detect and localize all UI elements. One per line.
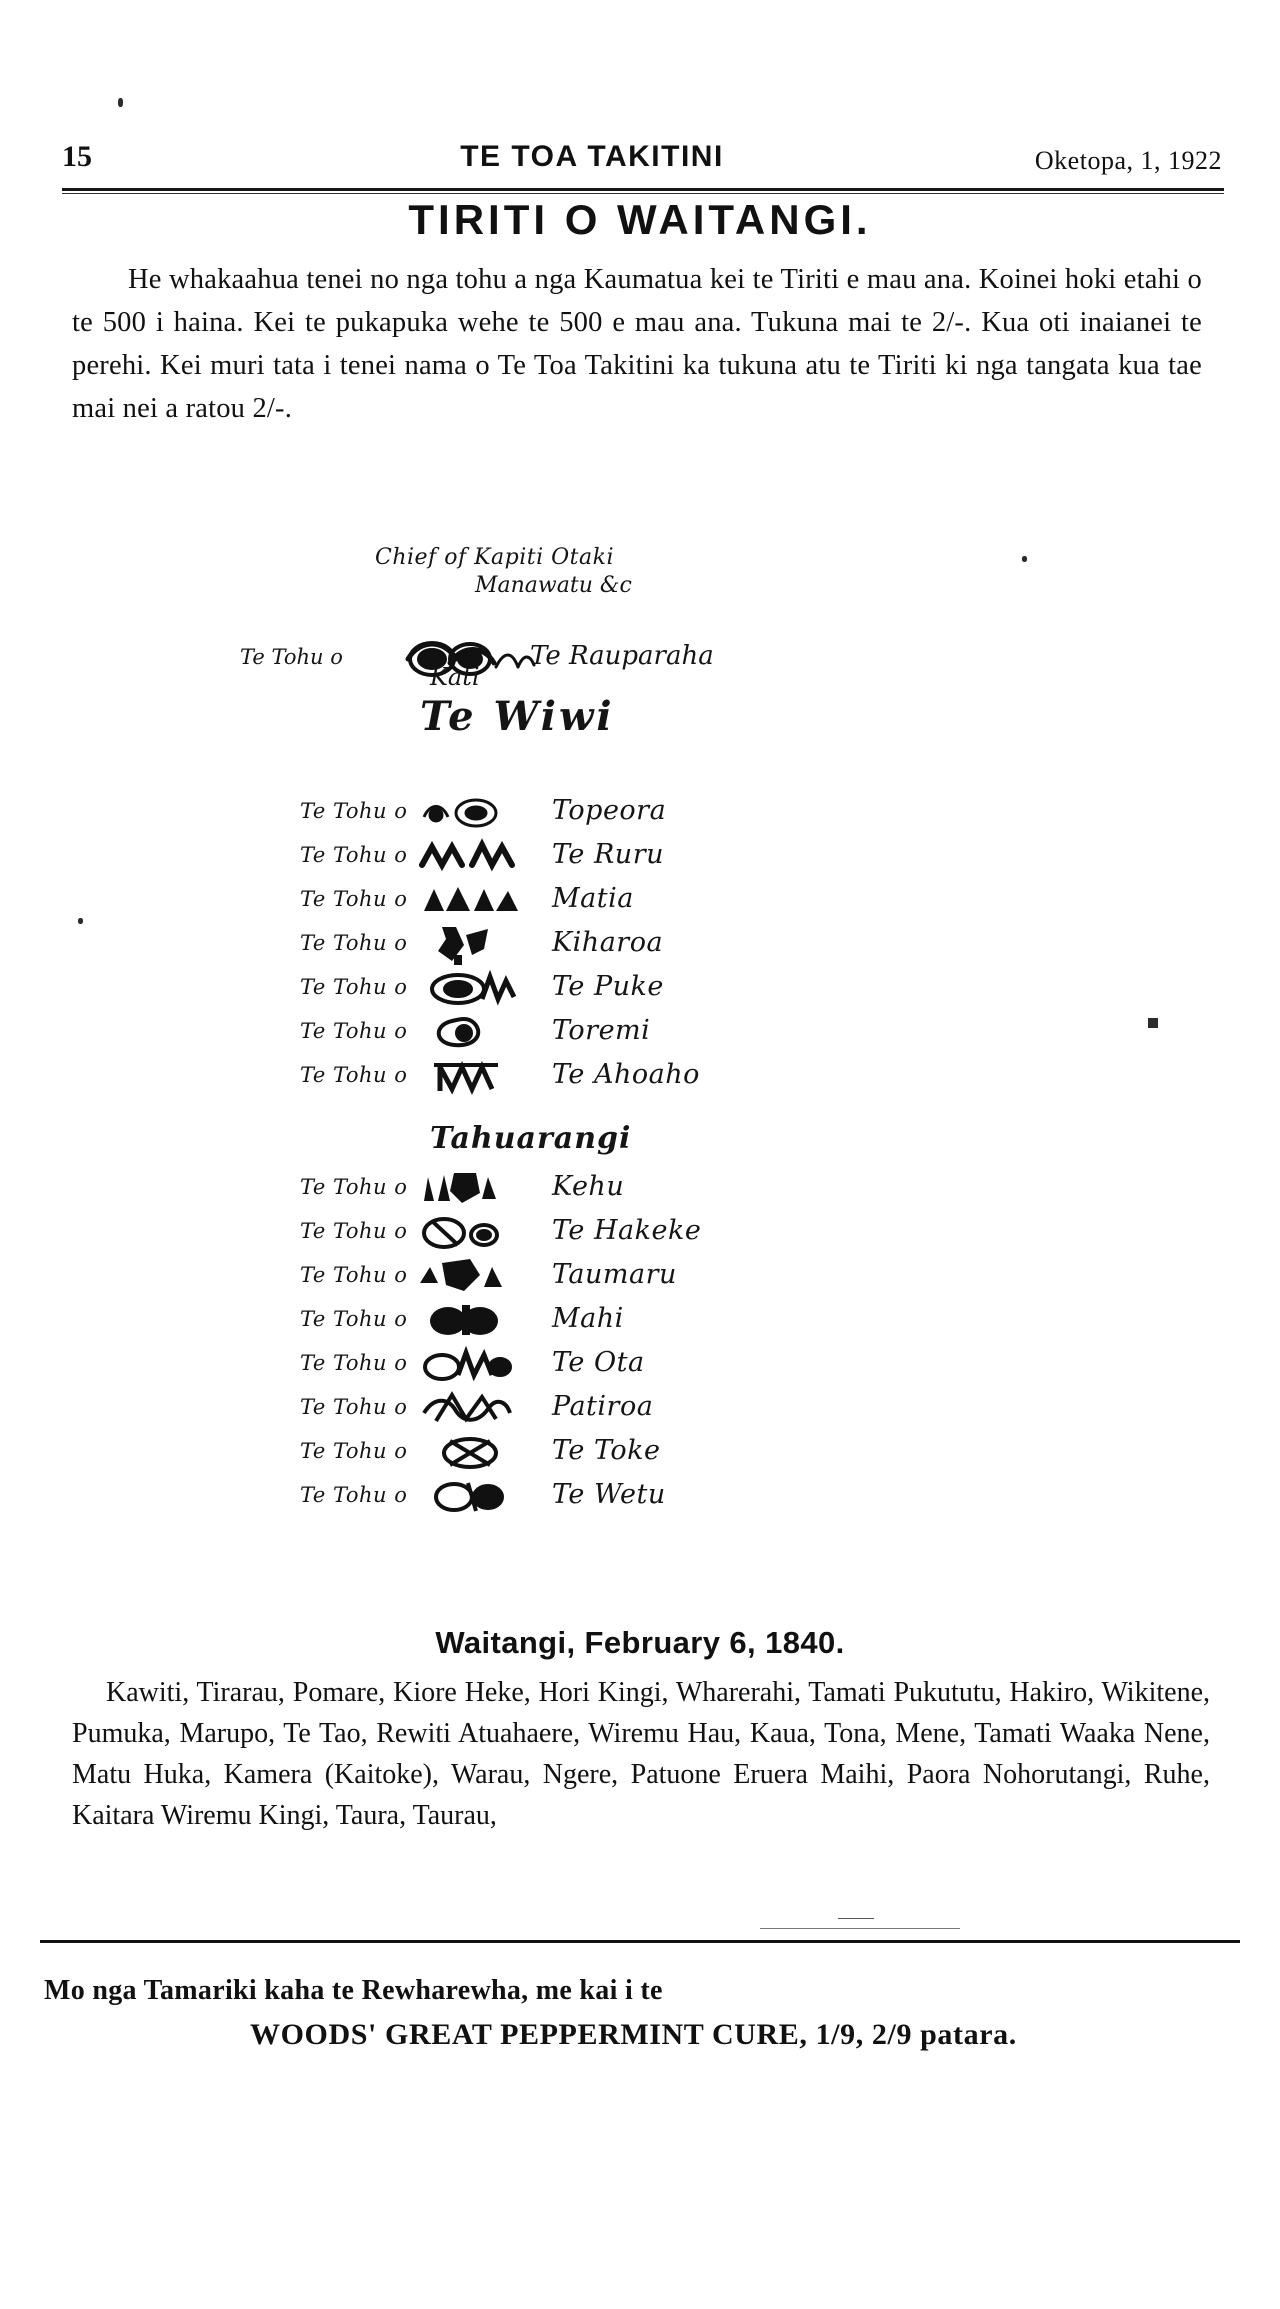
bottom-rule — [40, 1940, 1240, 1943]
signature-mark-icon — [418, 837, 540, 877]
masthead-rule — [62, 188, 1224, 191]
signatory-name: Te Rauparaha — [530, 641, 714, 671]
signatory-name: Te Hakeke — [552, 1215, 702, 1246]
tohu-label: Te Tohu o — [300, 1019, 408, 1043]
signature-mark-icon — [418, 1477, 540, 1517]
article-headline: TIRITI O WAITANGI. — [408, 196, 872, 243]
signature-row — [300, 969, 1000, 1013]
signature-row — [300, 1345, 1000, 1389]
signature-row — [300, 925, 1000, 969]
signature-mark-icon — [418, 1169, 540, 1209]
publication-title: TE TOA TAKITINI — [460, 140, 724, 173]
signature-row — [300, 1257, 1000, 1301]
signature-mark-icon — [418, 1057, 540, 1097]
signature-mark-icon — [418, 1433, 540, 1473]
tohu-label: Te Tohu o — [300, 1219, 408, 1243]
intro-paragraph — [72, 258, 1202, 430]
signatory-name: Toremi — [552, 1015, 651, 1046]
signature-heading-line3: Kati — [430, 663, 480, 691]
signature-mark-icon — [418, 1257, 540, 1297]
tohu-label: Te Tohu o — [300, 1483, 408, 1507]
print-speck — [1022, 556, 1027, 562]
signature-row — [300, 1213, 1000, 1257]
signatory-name: Kiharoa — [552, 927, 664, 958]
signature-row — [300, 1013, 1000, 1057]
signature-facsimile-block — [240, 545, 1000, 1615]
tohu-label: Te Tohu o — [240, 645, 343, 669]
print-speck — [1148, 1018, 1158, 1028]
signatory-name: Te Toke — [552, 1435, 661, 1466]
treaty-date-line: Waitangi, February 6, 1840. — [435, 1625, 845, 1660]
signature-row — [300, 1433, 1000, 1477]
tohu-label: Te Tohu o — [300, 1307, 408, 1331]
advert-product-name: WOODS' GREAT PEPPERMINT CURE, — [250, 2018, 808, 2051]
tohu-label: Te Tohu o — [300, 975, 408, 999]
tohu-label: Te Tohu o — [300, 1395, 408, 1419]
signatory-name: Te Ahoaho — [552, 1059, 700, 1090]
signature-mark-icon — [418, 969, 540, 1009]
signature-row — [300, 837, 1000, 881]
intro-text: He whakaahua tenei no nga tohu a nga Kaumatua kei te Tiriti e mau ana. Koinei hoki etahi o te 500 i haina. Kei te pukapuka wehe te 500 e mau ana. Tukuna mai te 2/-. Kua oti inaianei te perehi. Kei muri tata i tenei nama o Te Toa Takitini ka tukuna atu te Tiriti ki nga tangata kua tae mai nei a ratou 2/-. — [72, 264, 1202, 424]
bottom-rule-thin — [760, 1928, 960, 1929]
signature-row — [300, 1477, 1000, 1521]
signatories-paragraph — [72, 1672, 1210, 1836]
signatory-name: Topeora — [552, 795, 667, 826]
signatory-name: Taumaru — [552, 1259, 677, 1290]
bottom-rule-small — [838, 1918, 874, 1919]
signatory-name: Kehu — [552, 1171, 625, 1202]
tohu-label: Te Tohu o — [300, 1351, 408, 1375]
tohu-label: Te Tohu o — [300, 931, 408, 955]
signature-heading-line1: Chief of Kapiti Otaki — [375, 545, 614, 570]
signature-mark-icon — [418, 1301, 540, 1341]
signature-row — [300, 793, 1000, 837]
signatory-name: Mahi — [552, 1303, 624, 1334]
signature-row — [300, 881, 1000, 925]
tohu-label: Te Tohu o — [300, 1175, 408, 1199]
masthead — [62, 140, 1222, 186]
tohu-label: Te Tohu o — [300, 887, 408, 911]
signature-row — [300, 1389, 1000, 1433]
print-speck — [118, 98, 123, 107]
tohu-label: Te Tohu o — [300, 1439, 408, 1463]
signature-mark-icon — [418, 1213, 540, 1253]
advert-prices: 1/9, 2/9 patara. — [815, 2018, 1017, 2051]
signatories-text: Kawiti, Tirarau, Pomare, Kiore Heke, Hori Kingi, Wharerahi, Tamati Pukututu, Hakiro, Wikitene, Pumuka, Marupo, Te Tao, Rewiti Atuahaere, Wiremu Hau, Kaua, Tona, Mene, Tamati Waaka Nene, Matu Huka, Kamera (Kaitoke), Warau, Ngere, Patuone Eruera Maihi, Paora Nohorutangi, Ruhe, Kaitara Wiremu Kingi, Taura, Taurau, — [72, 1677, 1210, 1831]
tohu-label: Te Tohu o — [300, 799, 408, 823]
signature-mark-icon — [418, 793, 540, 833]
tohu-label: Te Tohu o — [300, 1063, 408, 1087]
tohu-label: Te Tohu o — [300, 843, 408, 867]
masthead-rule-thin — [62, 193, 1224, 194]
signature-mark-icon — [418, 925, 540, 965]
signature-heading-line2: Manawatu &c — [475, 573, 632, 598]
signature-row — [300, 1057, 1000, 1101]
signatory-name: Te Wetu — [552, 1479, 666, 1510]
signature-row — [300, 1169, 1000, 1213]
signatory-name: Patiroa — [552, 1391, 654, 1422]
page-number: 15 — [62, 140, 92, 173]
signatory-name: Matia — [552, 883, 634, 914]
signatory-name: Te Ota — [552, 1347, 645, 1378]
signature-mark-icon — [418, 1013, 540, 1053]
signatory-name: Te Puke — [552, 971, 664, 1002]
tribe-heading-2: Tahuarangi — [430, 1121, 632, 1156]
tohu-label: Te Tohu o — [300, 1263, 408, 1287]
print-speck — [78, 918, 83, 924]
advert-line-2 — [250, 2018, 1017, 2052]
signature-mark-icon — [418, 881, 540, 921]
signature-row — [300, 1301, 1000, 1345]
advert-line-1: Mo nga Tamariki kaha te Rewharewha, me kai i te — [44, 1975, 663, 2006]
signature-mark-icon — [418, 1389, 540, 1429]
signatory-name: Te Ruru — [552, 839, 664, 870]
issue-date: Oketopa, 1, 1922 — [1034, 146, 1222, 175]
tribe-heading-1: Te Wiwi — [420, 693, 615, 740]
signature-mark-icon — [418, 1345, 540, 1385]
